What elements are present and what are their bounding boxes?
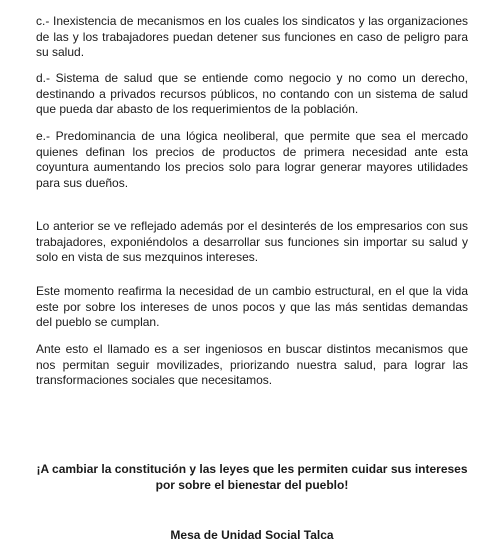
signature: Mesa de Unidad Social Talca [170,528,334,542]
slogan: ¡A cambiar la constitución y las leyes que les permiten cuidar sus intereses por sobre el bienestar del pueblo! [36,462,468,492]
paragraph-cambio-estructural: Este momento reafirma la necesidad de un cambio estructural, en el que la vida este por sobre los intereses de unos pocos y que las más sentidas demandas del pueblo se cumplan. [36,284,468,329]
list-item-c: c.- Inexistencia de mecanismos en los cuales los sindicatos y las organizaciones de las y los trabajadores puedan detener sus funciones en caso de peligro para su salud. [36,14,468,59]
paragraph-desinteres: Lo anterior se ve reflejado además por el desinterés de los empresarios con sus trabajadores, exponiéndolos a desarrollar sus funciones sin importar su salud y solo en vista de sus mezquinos intereses. [36,219,468,264]
paragraph-llamado: Ante esto el llamado es a ser ingeniosos en buscar distintos mecanismos que nos permitan seguir movilizades, priorizando nuestra salud, para lograr las transformaciones sociales que necesitamos. [36,342,468,387]
list-item-d: d.- Sistema de salud que se entiende como negocio y no como un derecho, destinando a privados recursos públicos, no contando con un sistema de salud que pueda dar abasto de los requerimientos de la población. [36,71,468,116]
list-item-e: e.- Predominancia de una lógica neoliberal, que permite que sea el mercado quienes definan los precios de productos de primera necesidad ante esta coyuntura aumentando los precios solo para lograr generar mayores utilidades para sus dueños. [36,129,468,190]
